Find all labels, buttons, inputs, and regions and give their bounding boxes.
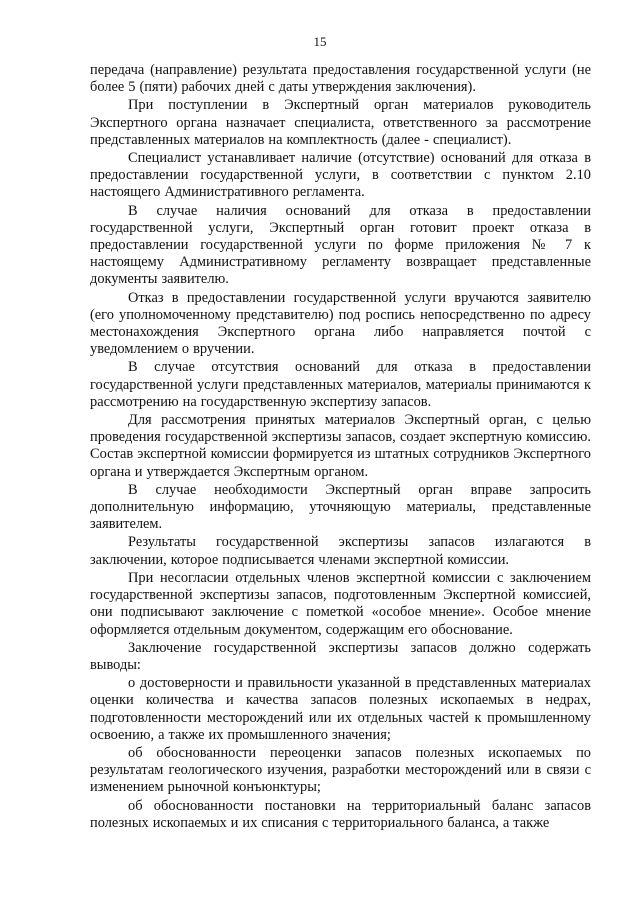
- paragraph-reliability-findings: о достоверности и правильности указанной в представленных материалах оценки количества и качества запасов полезных ископаемых в недрах, подготовленности месторождений или их отдельных частей к промышленному освоению, а также их промышленного значения;: [90, 675, 591, 743]
- paragraph-results-conclusion: Результаты государственной экспертизы запасов излагаются в заключении, которое подписывается членами экспертной комиссии.: [90, 534, 591, 568]
- paragraph-materials-accepted: В случае отсутствия оснований для отказа в предоставлении государственной услуги представленных материалов, материалы принимаются к рассмотрению на государственную экспертизу запасов.: [90, 359, 591, 410]
- paragraph-specialist-assignment: При поступлении в Экспертный орган материалов руководитель Экспертного органа назначает специалиста, ответственного за рассмотрение представленных материалов на комплектность (далее - специалист).: [90, 97, 591, 148]
- paragraph-refusal-draft: В случае наличия оснований для отказа в предоставлении государственной услуги, Экспертный орган готовит проект отказа в предоставлении государственной услуги по форме приложения № 7 к настоящему Административному регламенту возвращает представленные документы заявителю.: [90, 202, 591, 288]
- paragraph-refusal-delivery: Отказ в предоставлении государственной услуги вручаются заявителю (его уполномоченному представителю) под роспись непосредственно по адресу местонахождения Экспертного органа либо направляется почтой с уведомлением о вручении.: [90, 289, 591, 358]
- paragraph-additional-info: В случае необходимости Экспертный орган вправе запросить дополнительную информацию, уточняющую материалы, представленные заявителем.: [90, 481, 591, 533]
- page-number: 15: [313, 34, 327, 49]
- paragraph-balance-findings: об обоснованности постановки на территориальный баланс запасов полезных ископаемых и их списания с территориального баланса, а также: [90, 797, 591, 831]
- paragraph-revaluation-findings: об обоснованности переоценки запасов полезных ископаемых по результатам геологического изучения, разработки месторождений или в связи с изменением рыночной конъюнктуры;: [90, 744, 591, 796]
- paragraph-conclusion-contents: Заключение государственной экспертизы запасов должно содержать выводы:: [90, 639, 591, 673]
- paragraph-result-transfer: передача (направление) результата предоставления государственной услуги (не более 5 (пяти) рабочих дней с даты утверждения заключения).: [90, 62, 591, 96]
- document-body: [90, 62, 591, 832]
- paragraph-commission-creation: Для рассмотрения принятых материалов Экспертный орган, с целью проведения государственной экспертизы запасов, создает экспертную комиссию. Состав экспертной комиссии формируется из штатных сотрудников Экспертного органа и утверждается Экспертным органом.: [90, 412, 591, 480]
- paragraph-refusal-grounds-check: Специалист устанавливает наличие (отсутствие) оснований для отказа в предоставлении государственной услуги, в соответствии с пунктом 2.10 настоящего Административного регламента.: [90, 150, 591, 201]
- paragraph-special-opinion: При несогласии отдельных членов экспертной комиссии с заключением государственной экспертизы запасов, подготовленным Экспертной комиссией, они подписывают заключение с пометкой «особое мнение». Особое мнение оформляется отдельным документом, содержащим его обоснование.: [90, 569, 591, 638]
